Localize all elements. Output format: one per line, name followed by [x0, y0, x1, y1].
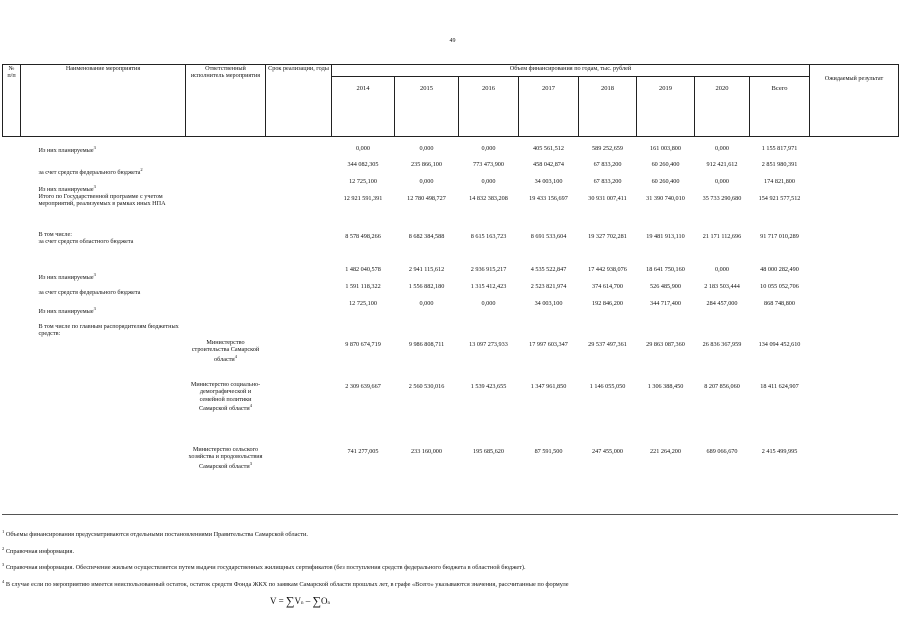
row-value: 19 433 156,697: [529, 194, 568, 202]
header-expected-result: Ожидаемый результат: [810, 65, 899, 137]
row-value: 2 183 503,444: [704, 283, 740, 291]
footnotes: [2, 529, 882, 596]
row-value: 174 821,800: [764, 177, 795, 185]
row-value: 18 411 624,907: [760, 383, 799, 391]
row-value: 48 000 282,490: [760, 265, 799, 273]
row-period: [266, 231, 332, 264]
row-value: 405 561,512: [533, 145, 564, 152]
row-period: [266, 281, 332, 298]
row-value: 34 003,100: [534, 177, 563, 185]
row-value: 1 155 817,971: [761, 145, 798, 152]
table-row: [3, 281, 899, 298]
row-label: Из них планируемые$^3$: [38, 145, 96, 155]
row-value: 34 003,100: [534, 300, 563, 308]
row-value: 2 936 915,217: [470, 265, 507, 273]
table-row: [3, 381, 899, 446]
row-number: [3, 315, 21, 339]
row-value: 458 042,874: [533, 160, 564, 168]
header-year-2020: 2020: [695, 77, 750, 137]
row-number: [3, 281, 21, 298]
row-value: 29 863 087,360: [646, 341, 685, 349]
row-value: 134 094 452,610: [758, 341, 801, 349]
page-number: 49: [449, 38, 456, 44]
row-value: 1 591 118,322: [345, 283, 381, 291]
row-number: [3, 137, 21, 159]
row-value: [750, 315, 810, 339]
row-value: 26 836 367,959: [702, 341, 742, 349]
row-result: [810, 137, 899, 159]
row-period: [266, 315, 332, 339]
row-executor: Министерство строительства Самарской области$^4$: [191, 339, 260, 363]
row-number: [3, 381, 21, 446]
row-value: 0,000: [481, 300, 496, 308]
row-value: 1 306 388,450: [647, 383, 684, 391]
row-value: 9 870 674,719: [345, 341, 381, 349]
row-label: Из них планируемые$^3$: [38, 306, 96, 316]
row-value: 2 415 499,995: [761, 448, 798, 456]
row-period: [266, 339, 332, 381]
header-year-2017: 2017: [519, 77, 579, 137]
row-value: 247 455,000: [592, 448, 623, 456]
funding-table: [2, 64, 899, 506]
row-label: [21, 339, 186, 381]
footnote: $^2$ Справочная информация.: [2, 545, 75, 555]
row-number: [3, 193, 21, 231]
row-value: 12 725,100: [349, 300, 377, 308]
footnote: $^1$ Объемы финансирования предусматриваются отдельными постановлениями Правительства Самарской области.: [2, 529, 308, 539]
row-value: [459, 315, 519, 339]
row-value: 9 986 808,711: [408, 341, 445, 349]
header-funding: Объем финансирования по годам, тыс. рублей: [332, 65, 810, 77]
row-value: 1 539 423,655: [470, 383, 507, 391]
row-value: 741 277,005: [347, 448, 379, 456]
row-executor: [186, 176, 266, 193]
table-row: [3, 137, 899, 159]
row-value: 10 055 052,706: [760, 283, 799, 291]
row-period: [266, 381, 332, 446]
row-label: [21, 446, 186, 506]
footnote: $^3$ Справочная информация. Обеспечение жильем осуществляется путем выдачи государственных жилищных сертификатов (без поступления средств федерального бюджета в областной бюджет).: [2, 562, 526, 572]
row-value: 17 442 938,076: [588, 265, 627, 273]
row-value: 344 082,305: [347, 160, 379, 168]
table-row: [3, 315, 899, 339]
row-value: 195 685,620: [473, 448, 504, 456]
row-value: 60 260,400: [651, 177, 680, 185]
row-value: 2 309 639,667: [345, 383, 381, 391]
row-period: [266, 193, 332, 231]
row-number: [3, 231, 21, 264]
table-row: [3, 264, 899, 281]
row-period: [266, 264, 332, 281]
formula-sub-1: n: [300, 601, 304, 606]
row-value: 18 641 750,160: [646, 265, 685, 273]
row-result: [810, 231, 899, 264]
row-label: В том числе: за счет средств областного бюджета: [38, 230, 134, 245]
row-result: [810, 176, 899, 193]
row-value: 30 931 007,411: [588, 194, 627, 202]
row-value: 235 866,100: [411, 160, 442, 168]
row-value: 67 833,200: [593, 177, 622, 185]
row-value: 87 591,500: [534, 448, 563, 456]
row-value: 29 537 497,361: [588, 341, 627, 349]
header-period: Срок реализации, годы: [266, 65, 332, 137]
row-number: [3, 298, 21, 315]
formula: [270, 593, 330, 608]
row-executor: Министерство сельского хозяйства и продовольствия Самарской области$^3$: [188, 446, 263, 470]
row-number: [3, 159, 21, 176]
formula-sigma-2: ∑: [312, 594, 322, 608]
table-row: [3, 159, 899, 176]
row-value: 2 523 821,974: [530, 283, 567, 291]
row-value: 31 390 740,010: [646, 194, 685, 202]
row-result: [810, 159, 899, 176]
table-row: [3, 446, 899, 506]
row-value: [637, 315, 695, 339]
row-value: 35 733 290,680: [702, 194, 742, 202]
table-row: [3, 231, 899, 264]
row-period: [266, 176, 332, 193]
footnote: $^4$ В случае если по мероприятию имеется неиспользованный остаток, остаток средств Фонда ЖКХ по заявкам Самарской области прошлых лет, в графе «Всего» указываются значения, рассчитанные по формуле: [2, 578, 569, 589]
formula-sub-2: n: [327, 601, 331, 606]
row-result: [810, 281, 899, 298]
row-value: 526 485,900: [650, 283, 681, 291]
row-value: [579, 315, 637, 339]
row-value: 21 171 112,696: [702, 232, 742, 240]
row-value: 689 066,670: [706, 448, 738, 456]
row-executor: [186, 281, 266, 298]
row-value: 1 556 882,180: [408, 283, 445, 291]
row-label: за счет средств федерального бюджета: [38, 289, 141, 297]
row-executor: [186, 159, 266, 176]
row-result: [810, 315, 899, 339]
header-executor: Ответственный исполнитель мероприятия: [186, 65, 266, 137]
row-value: 284 457,000: [706, 300, 738, 308]
table-row: [3, 176, 899, 193]
row-result: [810, 193, 899, 231]
header-year-2016: 2016: [459, 77, 519, 137]
row-value: 17 997 603,347: [529, 341, 568, 349]
header-year-2014: 2014: [332, 77, 395, 137]
row-label: Из них планируемые$^3$: [38, 183, 96, 193]
row-value: 8 578 498,266: [345, 232, 381, 240]
row-value: 1 146 055,050: [589, 383, 626, 391]
row-value: 1 347 961,850: [530, 383, 567, 391]
row-value: 8 691 533,604: [530, 232, 567, 240]
row-value: 8 682 384,588: [408, 232, 445, 240]
row-value: 4 535 522,847: [530, 265, 567, 273]
header-year-2019: 2019: [637, 77, 695, 137]
row-value: 2 560 530,016: [408, 383, 445, 391]
row-number: [3, 264, 21, 281]
formula-term-1: V: [294, 596, 301, 606]
row-value: 0,000: [419, 177, 434, 185]
row-result: [810, 264, 899, 281]
row-value: 773 473,900: [473, 160, 504, 168]
table-row: [3, 298, 899, 315]
row-value: 12 780 498,727: [407, 194, 446, 202]
row-value: 8 615 163,723: [470, 232, 507, 240]
row-period: [266, 137, 332, 159]
row-period: [266, 298, 332, 315]
header-number: № п/п: [3, 65, 21, 137]
row-value: 13 097 273,933: [469, 341, 508, 349]
header-measure-name: Наименование мероприятия: [21, 65, 186, 137]
row-value: 19 327 702,281: [588, 232, 627, 240]
row-value: 1 482 040,578: [345, 265, 381, 273]
row-value: 221 264,200: [650, 448, 681, 456]
row-value: 868 748,800: [764, 300, 795, 308]
row-value: 1 315 412,423: [470, 283, 507, 291]
row-value: 67 833,200: [593, 160, 622, 168]
row-label: Итого по Государственной программе с учетом мероприятий, реализуемых в рамках иных НПА: [38, 192, 166, 207]
row-value: 344 717,400: [650, 300, 681, 308]
formula-term-2: O: [321, 596, 328, 606]
row-value: 161 003,800: [650, 145, 681, 152]
header-total: Всего: [750, 77, 810, 137]
row-value: 0,000: [419, 145, 434, 152]
row-value: 0,000: [481, 145, 496, 152]
row-label: В том числе по главным распорядителям бюджетных средств:: [38, 323, 179, 338]
footnote-divider: [2, 514, 898, 515]
row-period: [266, 446, 332, 506]
row-value: [519, 315, 579, 339]
table-row: [3, 339, 899, 381]
row-value: 0,000: [715, 145, 729, 152]
table-row: [3, 193, 899, 231]
row-value: 12 921 591,391: [343, 194, 383, 202]
formula-minus: –: [305, 596, 311, 606]
row-value: 0,000: [715, 177, 729, 185]
row-value: 19 481 913,110: [646, 232, 685, 240]
row-value: 12 725,100: [349, 177, 377, 185]
row-value: 0,000: [715, 265, 729, 273]
row-value: [695, 315, 750, 339]
row-number: [3, 176, 21, 193]
row-value: 91 717 010,289: [760, 232, 799, 240]
row-value: 8 207 856,060: [704, 383, 740, 391]
row-value: 60 260,400: [651, 160, 680, 168]
row-value: 2 941 115,612: [408, 265, 445, 273]
row-value: 0,000: [481, 177, 496, 185]
row-result: [810, 339, 899, 381]
row-label: Из них планируемые$^3$: [38, 271, 96, 281]
row-value: 589 252,659: [592, 145, 623, 152]
row-period: [266, 159, 332, 176]
row-label: за счет средств федерального бюджета$^2$: [38, 166, 143, 176]
header-year-2018: 2018: [579, 77, 637, 137]
row-result: [810, 381, 899, 446]
formula-lhs: V =: [270, 596, 284, 606]
row-executor: [186, 298, 266, 315]
row-label: [21, 381, 186, 446]
row-result: [810, 446, 899, 506]
table-body: [3, 137, 899, 507]
row-value: 0,000: [356, 145, 370, 152]
row-number: [3, 446, 21, 506]
row-executor: [186, 264, 266, 281]
header-year-2015: 2015: [395, 77, 459, 137]
row-value: 14 832 383,208: [469, 194, 508, 202]
row-result: [810, 298, 899, 315]
row-value: 154 921 577,512: [758, 194, 801, 202]
row-value: 192 846,200: [592, 300, 623, 308]
row-number: [3, 339, 21, 381]
row-executor: [186, 137, 266, 159]
row-value: 912 421,612: [706, 160, 738, 168]
row-value: 2 851 980,391: [761, 160, 798, 168]
row-value: 233 160,000: [411, 448, 442, 456]
formula-sigma-1: ∑: [285, 594, 295, 608]
row-value: 0,000: [419, 300, 434, 308]
row-executor: [186, 315, 266, 339]
row-value: [332, 315, 395, 339]
row-value: [395, 315, 459, 339]
row-executor: [186, 231, 266, 264]
row-executor: Министерство социально-демографической и семейной политики Самарской области$^4$: [190, 381, 261, 412]
row-executor: [186, 193, 266, 231]
row-value: 374 614,700: [592, 283, 623, 291]
